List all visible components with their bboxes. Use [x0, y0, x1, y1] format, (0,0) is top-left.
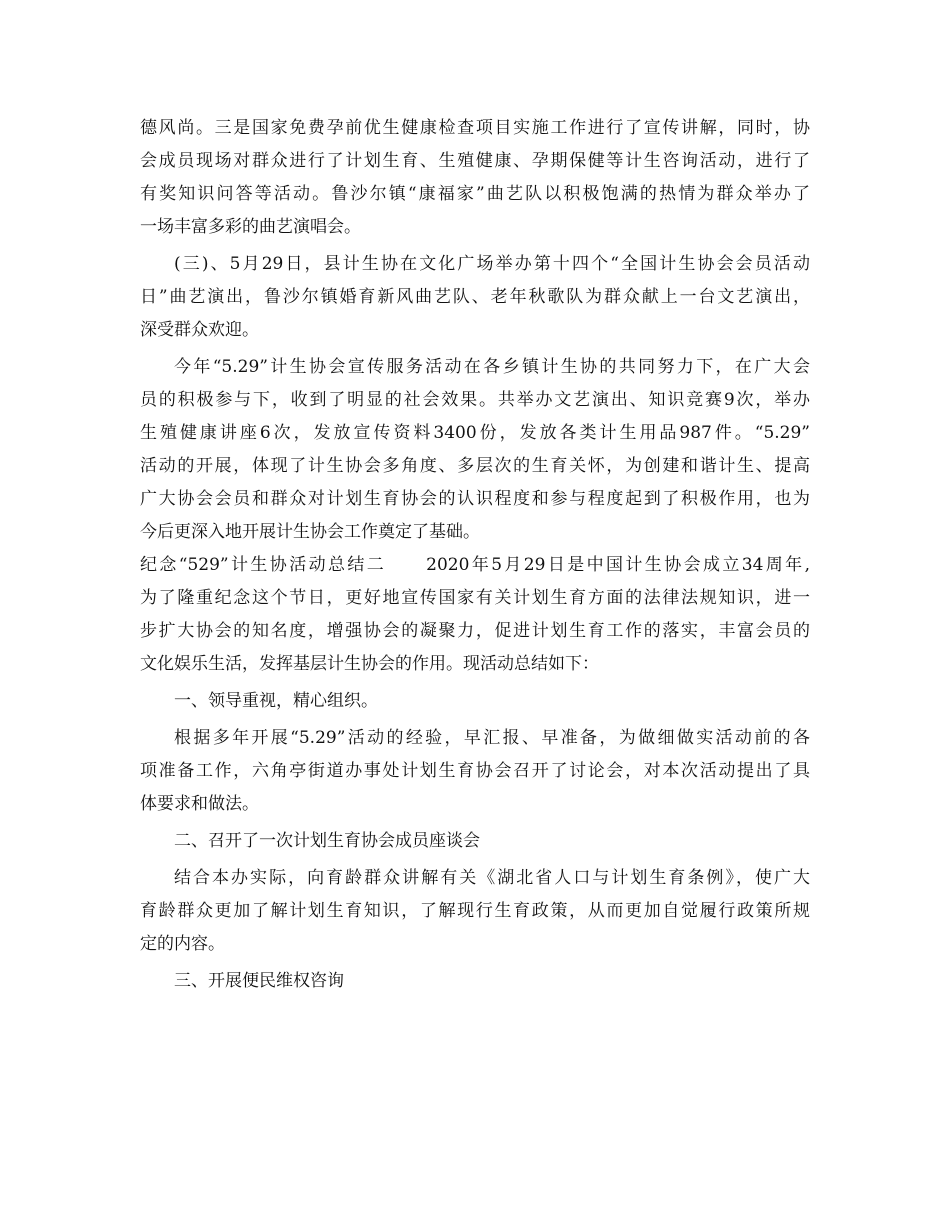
paragraph: [140, 825, 810, 858]
paragraph-line: 育龄群众更加了解计划生育知识，了解现行生育政策，从而更加自觉履行政策所规: [140, 901, 810, 921]
paragraph-line: 生殖健康讲座6次，发放宣传资料3400份，发放各类计生用品987件。“5.29”: [140, 423, 810, 443]
paragraph-line: 员的积极参与下，收到了明显的社会效果。共举办文艺演出、知识竞赛9次，举办: [140, 390, 810, 410]
paragraph-line: 深受群众欢迎。: [140, 320, 259, 340]
paragraph: [140, 248, 810, 347]
paragraph-line: 活动的开展，体现了计生协会多角度、多层次的生育关怀，为创建和谐计生、提高: [140, 456, 810, 476]
paragraph-line: 二、召开了一次计划生育协会成员座谈会: [174, 831, 480, 851]
paragraph-line: 广大协会会员和群众对计划生育协会的认识程度和参与程度起到了积极作用，也为: [140, 489, 810, 509]
paragraph-line: 会成员现场对群众进行了计划生育、生殖健康、孕期保健等计生咨询活动，进行了: [140, 151, 810, 171]
paragraph-line: 为了隆重纪念这个节日，更好地宣传国家有关计划生育方面的法律法规知识，进一: [140, 588, 810, 608]
paragraph-line: 有奖知识问答等活动。鲁沙尔镇“康福家”曲艺队以积极饱满的热情为群众举办了: [140, 184, 810, 204]
paragraph-line: 根据多年开展“5.29”活动的经验，早汇报、早准备，为做细做实活动前的各: [174, 728, 810, 748]
section-title: 纪念“529”计生协活动总结二: [140, 555, 387, 575]
paragraph: [140, 685, 810, 718]
paragraph: [140, 722, 810, 821]
paragraph-line: 体要求和做法。: [140, 794, 259, 814]
paragraph-line: [140, 549, 810, 582]
paragraph-line: 项准备工作，六角亭街道办事处计划生育协会召开了讨论会，对本次活动提出了具: [140, 761, 810, 781]
paragraph-line: 一、领导重视，精心组织。: [174, 691, 378, 711]
paragraph: [140, 351, 810, 549]
paragraph-line: 今年“5.29”计生协会宣传服务活动在各乡镇计生协的共同努力下，在广大会: [174, 357, 810, 377]
paragraph-line: 步扩大协会的知名度，增强协会的凝聚力，促进计划生育工作的落实，丰富会员的: [140, 621, 810, 641]
paragraph-line: (三)、5月29日，县计生协在文化广场举办第十四个“全国计生协会会员活动: [174, 254, 810, 274]
paragraph: [140, 965, 810, 998]
paragraph-line: 一场丰富多彩的曲艺演唱会。: [140, 217, 361, 237]
paragraph-line: 德风尚。三是国家免费孕前优生健康检查项目实施工作进行了宣传讲解，同时，协: [140, 118, 810, 138]
paragraph-line: 定的内容。: [140, 934, 225, 954]
paragraph-line: 结合本办实际，向育龄群众讲解有关《湖北省人口与计划生育条例》，使广大: [174, 868, 810, 888]
paragraph: [140, 112, 810, 244]
paragraph-line: 文化娱乐生活，发挥基层计生协会的作用。现活动总结如下：: [140, 654, 599, 674]
document-page: [140, 112, 810, 998]
paragraph-line: 日”曲艺演出，鲁沙尔镇婚育新风曲艺队、老年秋歌队为群众献上一台文艺演出，: [140, 287, 810, 307]
paragraph-line: 今后更深入地开展计生协会工作奠定了基础。: [140, 522, 480, 542]
line-text: 2020年5月29日是中国计生协会成立34周年,: [426, 555, 810, 575]
paragraph-line: 三、开展便民维权咨询: [174, 971, 344, 991]
paragraph: [140, 549, 810, 681]
paragraph: [140, 862, 810, 961]
